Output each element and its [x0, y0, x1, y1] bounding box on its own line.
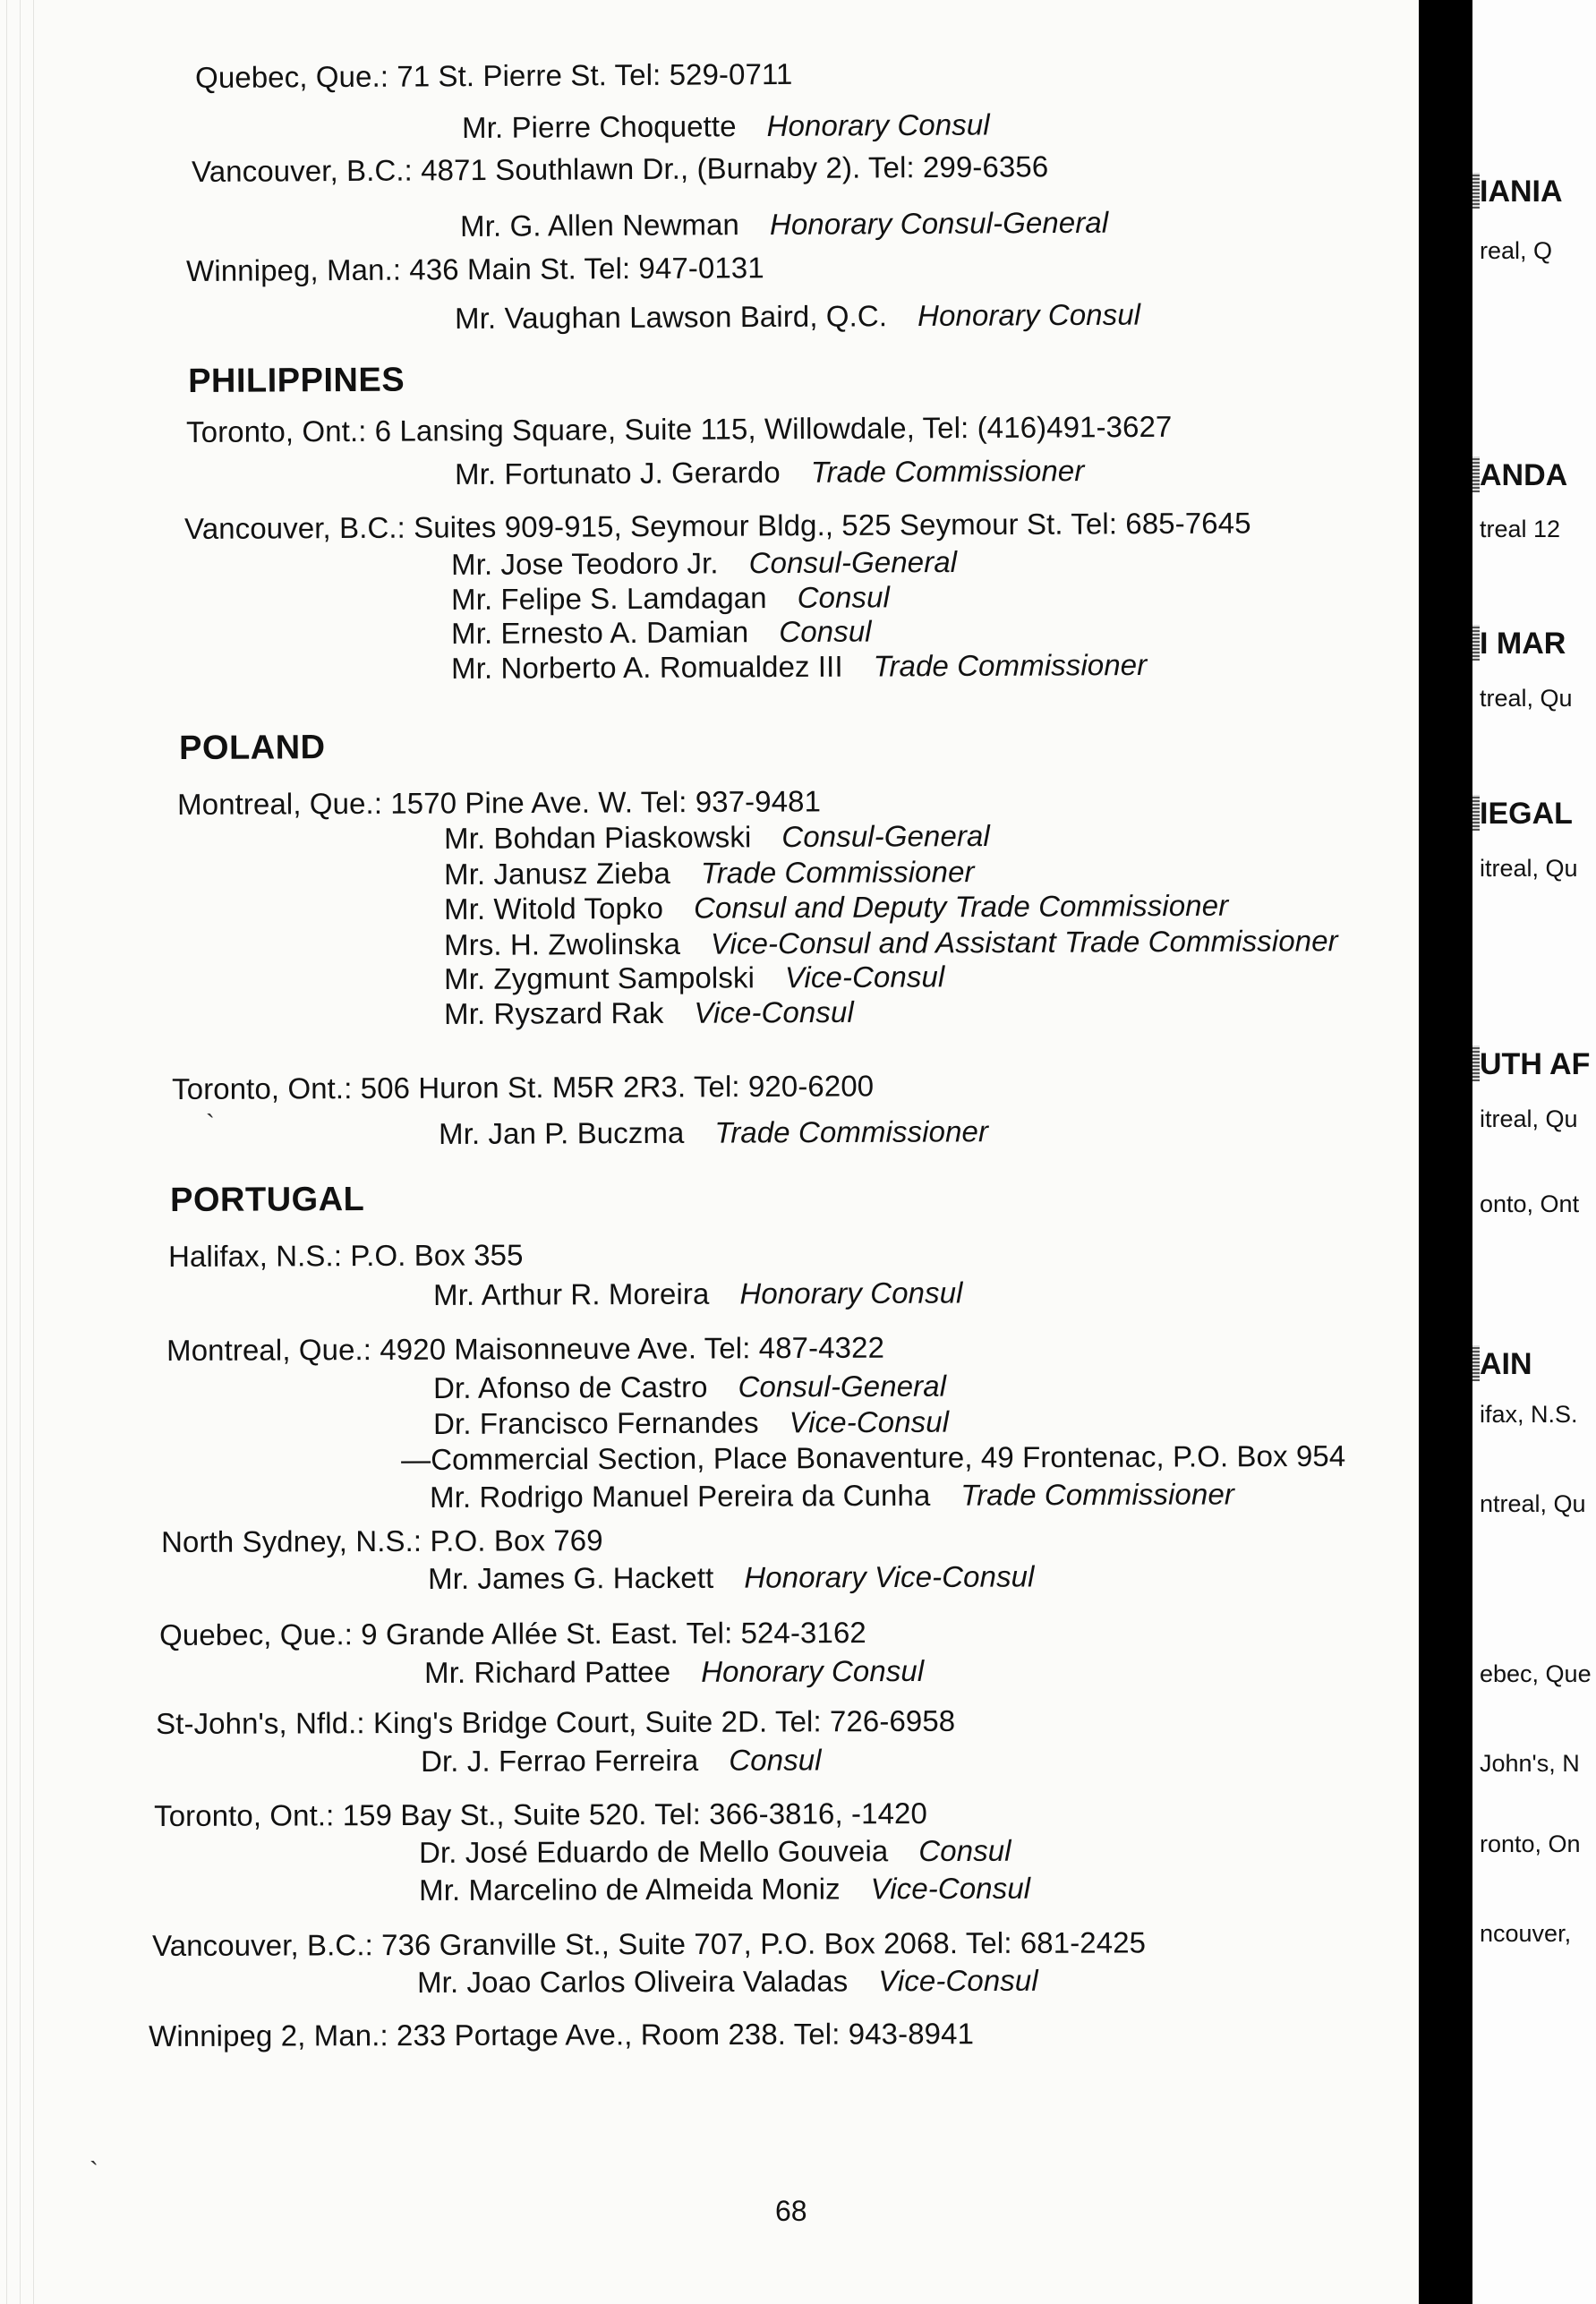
official-title: Honorary Vice-Consul — [744, 1559, 1035, 1594]
official-entry — [460, 206, 1108, 243]
adjacent-heading-fragment: ANDA — [1480, 458, 1568, 492]
official-entry — [444, 960, 944, 996]
adjacent-text-fragment: treal, Qu — [1480, 685, 1573, 712]
official-entry — [462, 107, 990, 145]
office-address: Vancouver, B.C.: 4871 Southlawn Dr., (Burnaby 2). Tel: 299-6356 — [192, 149, 1049, 188]
office-address: Quebec, Que.: 71 St. Pierre St. Tel: 529-0711 — [195, 56, 793, 94]
official-entry — [433, 1405, 949, 1441]
official-entry — [451, 545, 957, 582]
adjacent-heading-fragment: I MAR — [1480, 627, 1566, 661]
official-title: Honorary Consul — [917, 297, 1141, 333]
official-entry — [444, 889, 1228, 926]
country-heading: PORTUGAL — [170, 1181, 365, 1219]
official-title: Vice-Consul — [784, 960, 945, 994]
official-title: Vice-Consul — [870, 1871, 1031, 1906]
official-title: Trade Commissioner — [714, 1114, 989, 1149]
official-name: Mr. Richard Pattee — [424, 1654, 671, 1689]
adjacent-text-fragment: ntreal, Qu — [1480, 1490, 1586, 1517]
official-entry — [430, 1477, 1234, 1515]
office-address: Toronto, Ont.: 159 Bay St., Suite 520. Tel: 366-3816, -1420 — [154, 1796, 927, 1832]
official-entry — [417, 1964, 1038, 2000]
drop-cap-shadow — [1472, 795, 1480, 831]
adjacent-page-fragment — [1472, 0, 1596, 2304]
official-name: Mr. Felipe S. Lamdagan — [451, 581, 767, 616]
official-entry — [433, 1370, 946, 1405]
adjacent-text-fragment: real, Q — [1480, 237, 1553, 264]
official-entry — [419, 1834, 1011, 1870]
official-name: Mr. Rodrigo Manuel Pereira da Cunha — [430, 1478, 931, 1514]
office-address: Vancouver, B.C.: Suites 909-915, Seymour Bldg., 525 Seymour St. Tel: 685-7645 — [184, 506, 1251, 545]
official-title: Consul — [729, 1743, 822, 1777]
stray-mark: ` — [206, 1110, 215, 1139]
official-entry — [421, 1743, 822, 1779]
drop-cap-shadow — [1472, 625, 1480, 661]
official-entry — [439, 1114, 988, 1151]
official-entry — [433, 1276, 963, 1312]
official-name: Dr. Francisco Fernandes — [433, 1405, 759, 1440]
official-name: Dr. José Eduardo de Mello Gouveia — [419, 1834, 889, 1869]
official-name: Mr. Vaughan Lawson Baird, Q.C. — [455, 299, 888, 335]
official-title: Trade Commissioner — [810, 454, 1085, 489]
official-entry — [444, 819, 990, 856]
official-name: Mr. Ernesto A. Damian — [451, 615, 749, 650]
official-title: Honorary Consul-General — [769, 205, 1109, 241]
official-name: Mr. Jan P. Buczma — [439, 1115, 685, 1150]
office-address: Halifax, N.S.: P.O. Box 355 — [168, 1238, 524, 1273]
official-title: Vice-Consul — [789, 1404, 950, 1439]
adjacent-heading-fragment: AIN — [1480, 1347, 1532, 1381]
adjacent-text-fragment: ronto, On — [1480, 1830, 1581, 1857]
official-entry — [444, 995, 854, 1031]
official-name: Dr. Afonso de Castro — [433, 1370, 708, 1404]
official-title: Vice-Consul — [878, 1963, 1038, 1998]
official-name: Mr. Joao Carlos Oliveira Valadas — [417, 1964, 849, 1999]
official-entry — [451, 580, 890, 617]
official-entry — [451, 648, 1147, 686]
drop-cap-shadow — [1472, 457, 1480, 492]
official-name: Mr. Arthur R. Moreira — [433, 1276, 710, 1311]
official-name: Mr. Fortunato J. Gerardo — [455, 455, 781, 491]
official-title: Consul-General — [781, 818, 990, 854]
section-note: —Commercial Section, Place Bonaventure, 49 Frontenac, P.O. Box 954 — [401, 1438, 1346, 1476]
adjacent-text-fragment: John's, N — [1480, 1750, 1580, 1777]
scan-left-edge — [0, 0, 45, 2304]
official-name: Mr. Bohdan Piaskowski — [444, 820, 752, 855]
official-name: Mr. Witold Topko — [444, 891, 664, 926]
official-name: Mr. Jose Teodoro Jr. — [451, 546, 719, 581]
adjacent-heading-fragment: IEGAL — [1480, 797, 1573, 831]
office-address: Quebec, Que.: 9 Grande Allée St. East. Tel: 524-3162 — [159, 1616, 866, 1651]
official-name: Mr. Janusz Zieba — [444, 856, 671, 891]
official-name: Mr. Pierre Choquette — [462, 109, 737, 144]
adjacent-text-fragment: ifax, N.S. — [1480, 1401, 1578, 1428]
adjacent-text-fragment: itreal, Qu — [1480, 1105, 1578, 1132]
office-address: Toronto, Ont.: 6 Lansing Square, Suite 115, Willowdale, Tel: (416)491-3627 — [186, 409, 1173, 448]
adjacent-text-fragment: treal 12 — [1480, 516, 1561, 542]
official-title: Trade Commissioner — [700, 855, 975, 890]
official-title: Consul — [918, 1833, 1011, 1868]
adjacent-text-fragment: onto, Ont — [1480, 1190, 1580, 1217]
official-title: Trade Commissioner — [960, 1477, 1235, 1512]
official-title: Consul-General — [748, 544, 958, 580]
drop-cap-shadow — [1472, 1345, 1480, 1381]
adjacent-text-fragment: itreal, Qu — [1480, 855, 1578, 882]
official-name: Mr. James G. Hackett — [428, 1560, 714, 1595]
official-title: Honorary Consul — [701, 1653, 925, 1688]
official-name: Mr. Norberto A. Romualdez III — [451, 649, 843, 685]
office-address: Montreal, Que.: 1570 Pine Ave. W. Tel: 937-9481 — [177, 784, 822, 821]
adjacent-text-fragment: ncouver, — [1480, 1920, 1572, 1947]
office-address: Montreal, Que.: 4920 Maisonneuve Ave. Tel: 487-4322 — [166, 1330, 885, 1367]
country-heading: POLAND — [179, 729, 326, 767]
official-name: Mrs. H. Zwolinska — [444, 926, 681, 961]
official-entry — [424, 1654, 924, 1690]
official-entry — [428, 1559, 1035, 1596]
office-address: Vancouver, B.C.: 736 Granville St., Suite 707, P.O. Box 2068. Tel: 681-2425 — [152, 1925, 1147, 1962]
drop-cap-shadow — [1472, 1045, 1480, 1081]
official-entry — [451, 615, 872, 651]
stray-mark: ` — [90, 2157, 98, 2187]
office-address: St-John's, Nfld.: King's Bridge Court, Suite 2D. Tel: 726-6958 — [156, 1703, 956, 1740]
adjacent-heading-fragment: UTH AF — [1480, 1047, 1591, 1081]
official-title: Consul-General — [738, 1369, 947, 1404]
official-title: Vice-Consul and Assistant Trade Commissioner — [710, 924, 1338, 960]
official-title: Consul — [797, 580, 891, 614]
official-name: Dr. J. Ferrao Ferreira — [421, 1743, 699, 1778]
official-entry — [419, 1872, 1030, 1907]
official-name: Mr. Zygmunt Sampolski — [444, 960, 755, 995]
official-name: Mr. Ryszard Rak — [444, 995, 664, 1030]
official-title: Vice-Consul — [694, 994, 854, 1029]
official-entry — [455, 454, 1085, 491]
drop-cap-shadow — [1472, 173, 1480, 209]
official-entry — [444, 924, 1338, 962]
office-address: Winnipeg 2, Man.: 233 Portage Ave., Room 238. Tel: 943-8941 — [149, 2017, 975, 2052]
official-name: Mr. Marcelino de Almeida Moniz — [419, 1872, 841, 1907]
official-entry — [444, 855, 975, 892]
office-address: Toronto, Ont.: 506 Huron St. M5R 2R3. Tel: 920-6200 — [172, 1069, 875, 1105]
office-address: Winnipeg, Man.: 436 Main St. Tel: 947-0131 — [186, 251, 764, 287]
country-heading: PHILIPPINES — [188, 361, 405, 400]
office-address: North Sydney, N.S.: P.O. Box 769 — [161, 1523, 603, 1558]
adjacent-heading-fragment: IANIA — [1480, 175, 1563, 209]
official-title: Honorary Consul — [739, 1276, 963, 1310]
official-title: Consul and Deputy Trade Commissioner — [693, 888, 1229, 925]
official-entry — [455, 298, 1140, 336]
book-spine-shadow — [1419, 0, 1472, 2304]
official-title: Honorary Consul — [766, 107, 990, 142]
official-name: Mr. G. Allen Newman — [460, 208, 740, 243]
page-number: 68 — [775, 2195, 807, 2227]
official-title: Trade Commissioner — [873, 647, 1148, 683]
official-title: Consul — [779, 614, 872, 649]
adjacent-text-fragment: ebec, Que — [1480, 1660, 1592, 1687]
